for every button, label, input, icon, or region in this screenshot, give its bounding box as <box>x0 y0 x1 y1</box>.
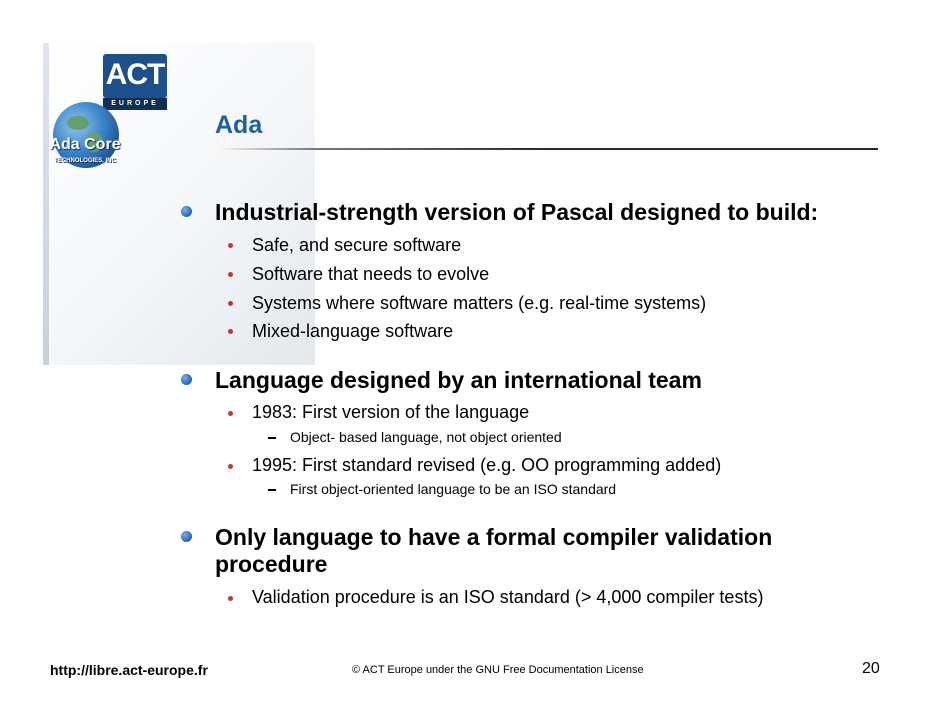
globe-land-shape <box>67 116 89 130</box>
bullet-dot-icon <box>181 374 192 385</box>
bullet-dot-icon <box>228 243 233 248</box>
act-logo-subtext: EUROPE <box>103 98 167 110</box>
bullet-level1-continuation: procedure <box>215 551 328 577</box>
bullet-level2: Systems where software matters (e.g. real-time systems) <box>252 293 707 313</box>
bullet-level2: Validation procedure is an ISO standard (> 4,000 compiler tests) <box>252 587 764 607</box>
act-logo-text: ACT <box>105 58 165 91</box>
adacore-logo <box>45 102 125 180</box>
bullet-level2: 1995: First standard revised (e.g. OO programming added) <box>252 455 722 475</box>
bullet-dot-icon <box>228 272 233 277</box>
dash-icon <box>268 489 276 491</box>
page-number: 20 <box>862 660 880 677</box>
footer-copyright: © ACT Europe under the GNU Free Documentation License <box>352 664 644 676</box>
footer-url: http://libre.act-europe.fr <box>50 662 208 678</box>
bullet-level2: 1983: First version of the language <box>252 402 530 422</box>
adacore-logo-subtext: TECHNOLOGIES, INC <box>54 158 116 164</box>
bullet-dot-icon <box>228 596 233 601</box>
bullet-dot-icon <box>181 206 192 217</box>
bullet-level2: Safe, and secure software <box>252 235 462 255</box>
bullet-dot-icon <box>228 329 233 334</box>
bullet-dot-icon <box>228 411 233 416</box>
dash-icon <box>268 437 276 439</box>
bullet-dot-icon <box>181 531 192 542</box>
bullet-dot-icon <box>228 301 233 306</box>
adacore-logo-text: Ada Core <box>49 136 121 153</box>
slide-title: Ada <box>215 111 263 139</box>
bullet-level1: Industrial-strength version of Pascal designed to build: <box>215 199 819 225</box>
bullet-level1: Language designed by an international team <box>215 367 702 393</box>
bullet-level2: Software that needs to evolve <box>252 264 490 284</box>
bullet-level2: Mixed-language software <box>252 321 454 341</box>
title-underline <box>212 148 878 150</box>
bullet-dot-icon <box>228 464 233 469</box>
bullet-level3: Object- based language, not object oriented <box>290 429 562 445</box>
bullet-level1: Only language to have a formal compiler validation <box>215 524 773 550</box>
bullet-level3: First object-oriented language to be an ISO standard <box>290 481 617 497</box>
